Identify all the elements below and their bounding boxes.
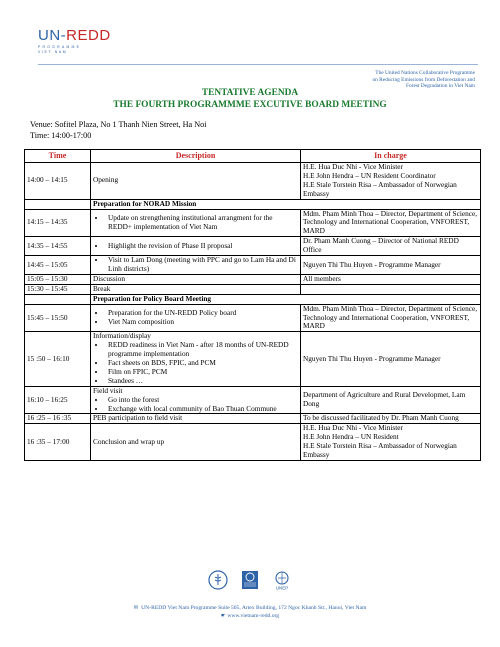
in-charge-line: All members xyxy=(303,273,341,283)
table-row xyxy=(25,274,481,284)
table-row xyxy=(25,209,481,237)
footer-website-line xyxy=(0,612,500,620)
unep-label: UNEP xyxy=(275,585,289,590)
logo-subtitle: PROGRAMME xyxy=(38,45,82,49)
agenda-table xyxy=(24,149,481,461)
description-cell xyxy=(91,386,301,414)
footer-address: UN-REDD Viet Nam Programme Suite 505, Artex Building, 172 Ngoc Khanh Str., Hanoi, Viet Nam xyxy=(141,605,367,611)
list-item: • Exchange with local community of Bao Thuan Commune xyxy=(106,405,298,414)
in-charge-line: H.E John Hendra – UN Resident Coordinator xyxy=(303,170,436,180)
in-charge-line: Nguyen Thi Thu Huyen - Programme Manager xyxy=(303,353,441,363)
time-cell: 16 :25 – 16 :35 xyxy=(25,414,91,424)
in-charge-cell xyxy=(301,304,481,332)
mail-icon: ✉ xyxy=(133,605,139,611)
in-charge-line: Mdm. Pham Minh Thoa – Director, Department of Science, Technology and International Cooperation, VNFOREST, MARD xyxy=(303,208,478,236)
description-cell xyxy=(91,274,301,284)
list-item: • Film on FPIC, PCM xyxy=(106,368,298,377)
time-cell xyxy=(25,199,91,209)
in-charge-cell xyxy=(301,163,481,200)
logo-text-redd: REDD xyxy=(66,27,111,44)
list-item: • Highlight the revision of Phase II proposal xyxy=(106,242,298,251)
bullet-list xyxy=(93,396,298,414)
table-row xyxy=(25,424,481,461)
partner-logos xyxy=(0,570,500,590)
description-intro: Field visit xyxy=(93,385,123,395)
in-charge-line: H.E. Hua Duc Nhi - Vice Minister xyxy=(303,423,403,433)
time-cell: 16 :35 – 17:00 xyxy=(25,424,91,461)
description-text: Conclusion and wrap up xyxy=(93,436,165,446)
description-text: Break xyxy=(93,283,111,293)
time-cell: 15:30 – 15:45 xyxy=(25,284,91,294)
time-cell: 15:05 – 15:30 xyxy=(25,274,91,284)
list-item: • REDD readiness in Viet Nam - after 18 months of UN-REDD programme implementation xyxy=(106,341,298,359)
section-title: Preparation for Policy Board Meeting xyxy=(91,294,481,304)
time-cell xyxy=(25,294,91,304)
list-item: • Visit to Lam Dong (meeting with PPC and go to Lam Ha and Di Linh districts) xyxy=(106,256,298,274)
table-header-row xyxy=(25,150,481,163)
description-cell xyxy=(91,256,301,275)
time-cell: 14:45 – 15:05 xyxy=(25,256,91,275)
bullet-list xyxy=(93,341,298,386)
description-cell xyxy=(91,209,301,237)
description-intro: Information/display xyxy=(93,331,151,341)
in-charge-cell xyxy=(301,414,481,424)
in-charge-cell xyxy=(301,237,481,256)
in-charge-line: Nguyen Thi Thu Huyen - Programme Manager xyxy=(303,259,441,269)
in-charge-line: Dr. Pham Manh Cuong – Director of National REDD Office xyxy=(303,236,459,255)
list-item: • Preparation for the UN-REDD Policy board xyxy=(106,309,298,318)
time-cell: 15:45 – 15:50 xyxy=(25,304,91,332)
time-cell: 14:35 – 14:55 xyxy=(25,237,91,256)
agenda-body xyxy=(25,163,481,461)
un-redd-logo xyxy=(38,28,111,54)
table-row xyxy=(25,163,481,200)
logo-country: VIET NAM xyxy=(38,50,68,54)
bullet-list xyxy=(93,214,298,232)
time-cell: 16:10 – 16:25 xyxy=(25,386,91,414)
section-row xyxy=(25,199,481,209)
logo-text-un: UN- xyxy=(38,27,67,44)
table-row xyxy=(25,332,481,386)
table-row xyxy=(25,304,481,332)
unep-logo-icon xyxy=(272,570,292,590)
footer-contact xyxy=(0,604,500,620)
meeting-title: THE FOURTH PROGRAMMME EXCUTIVE BOARD MEETING xyxy=(113,100,387,110)
list-item: • Update on strengthening institutional arrangment for the REDD+ implementation of Viet Nam xyxy=(106,214,298,232)
table-row xyxy=(25,284,481,294)
in-charge-line: H.E Stale Torstein Risa – Ambassador of Norwegian Embassy xyxy=(303,179,457,198)
bullet-list xyxy=(93,309,298,327)
in-charge-cell xyxy=(301,332,481,386)
tagline-line: Forest Degradation in Viet Nam xyxy=(405,83,475,90)
in-charge-line: Mdm. Pham Minh Thoa – Director, Department of Science, Technology and International Cooperation, VNFOREST, MARD xyxy=(303,303,478,331)
bullet-list xyxy=(93,256,298,274)
venue-text: Venue: Sofitel Plaza, No 1 Thanh Nien Street, Ha Noi xyxy=(30,120,207,129)
undp-logo-icon xyxy=(240,570,260,590)
description-cell xyxy=(91,304,301,332)
list-item: • Go into the forest xyxy=(106,396,298,405)
description-text: PEB participation to field visit xyxy=(93,413,183,423)
in-charge-cell xyxy=(301,386,481,414)
in-charge-line: H.E. Hua Duc Nhi - Vice Minister xyxy=(303,162,403,171)
in-charge-cell xyxy=(301,284,481,294)
time-cell: 14:15 – 14:35 xyxy=(25,209,91,237)
cursor-icon: ☛ xyxy=(220,613,226,619)
description-text: Opening xyxy=(93,175,119,185)
list-item: • Standees … xyxy=(106,377,298,386)
bullet-list xyxy=(93,242,298,251)
table-row xyxy=(25,386,481,414)
header-divider xyxy=(38,64,478,65)
in-charge-cell xyxy=(301,256,481,275)
description-text: Discussion xyxy=(93,273,126,283)
description-cell xyxy=(91,332,301,386)
agenda-title: TENTATIVE AGENDA xyxy=(201,88,299,98)
time-text: Time: 14:00-17:00 xyxy=(30,130,92,140)
description-cell xyxy=(91,237,301,256)
header-in-charge: In charge xyxy=(301,150,481,163)
section-title: Preparation for NORAD Mission xyxy=(91,199,481,209)
list-item: • Fact sheets on BDS, FPIC, and PCM xyxy=(106,359,298,368)
in-charge-line: To be discussed facilitated by Dr. Pham Manh Cuong xyxy=(303,413,459,423)
header-description: Description xyxy=(91,150,301,163)
description-cell xyxy=(91,424,301,461)
tagline-line: on Reducing Emissions from Deforestation and xyxy=(372,76,475,83)
description-cell xyxy=(91,284,301,294)
header-time: Time xyxy=(25,150,91,163)
in-charge-cell xyxy=(301,424,481,461)
venue-block xyxy=(30,120,207,141)
list-item: • Viet Nam composition xyxy=(106,318,298,327)
fao-logo-icon xyxy=(208,570,228,590)
in-charge-cell xyxy=(301,274,481,284)
in-charge-line: Department of Agriculture and Rural Developmet, Lam Dong xyxy=(303,390,466,409)
programme-tagline xyxy=(372,70,475,90)
time-cell: 15 :50 – 16:10 xyxy=(25,332,91,386)
table-row xyxy=(25,414,481,424)
table-row xyxy=(25,237,481,256)
footer-address-line xyxy=(0,604,500,612)
in-charge-line: H.E Stale Torstein Risa – Ambassador of Norwegian Embassy xyxy=(303,441,457,460)
tagline-line: The United Nations Collaborative Programme xyxy=(375,70,475,76)
table-row xyxy=(25,256,481,275)
section-row xyxy=(25,294,481,304)
description-cell xyxy=(91,163,301,200)
time-cell: 14:00 – 14:15 xyxy=(25,163,91,200)
footer-website[interactable]: www.vietnam-redd.org xyxy=(227,613,280,619)
in-charge-line: H.E John Hendra – UN Resident xyxy=(303,432,399,442)
in-charge-cell xyxy=(301,209,481,237)
description-cell xyxy=(91,414,301,424)
